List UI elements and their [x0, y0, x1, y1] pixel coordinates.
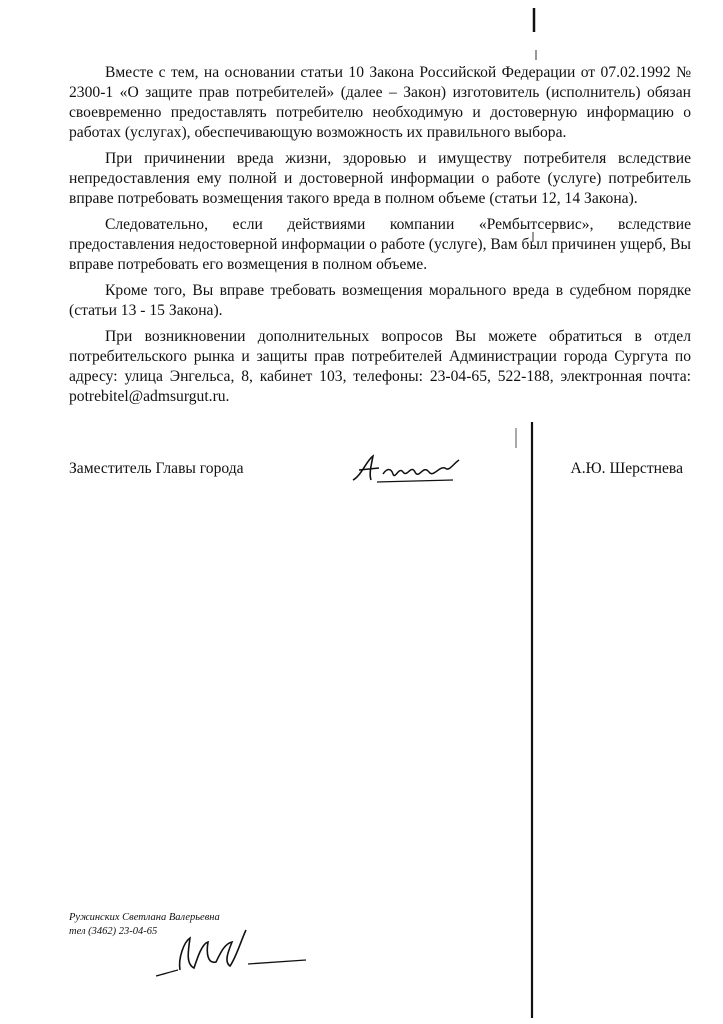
paragraph-5: При возникновении дополнительных вопросов Вы можете обратиться в отдел потребительского рынка и защиты прав потребителей Администрации города Сургута по адресу: улица Энгельса, 8, кабинет 103, телефоны: 23-04-65, 522-188, электронная почта: potrebitel@admsurgut.ru. — [69, 328, 691, 405]
letter-body — [69, 63, 691, 413]
signatory-name: А.Ю. Шерстнева — [570, 460, 683, 477]
executor-signature — [150, 918, 310, 988]
executor-name: Ружинских Светлана Валерьевна — [69, 912, 220, 923]
paragraph-2: При причинении вреда жизни, здоровью и имуществу потребителя вследствие непредоставления ему полной и достоверной информации о работе (услуге) потребитель вправе потребовать возмещения такого вреда в полном объеме (статьи 12, 14 Закона). — [69, 150, 691, 207]
signature-block — [69, 456, 691, 496]
executor-phone: тел (3462) 23-04-65 — [69, 926, 158, 937]
signatory-position: Заместитель Главы города — [69, 460, 244, 477]
handwritten-signature — [349, 450, 469, 490]
paragraph-4: Кроме того, Вы вправе требовать возмещения морального вреда в судебном порядке (статьи 13 - 15 Закона). — [69, 282, 691, 319]
paragraph-1: Вместе с тем, на основании статьи 10 Закона Российской Федерации от 07.02.1992 № 2300-1 «О защите прав потребителей» (далее – Закон) изготовитель (исполнитель) обязан своевременно предоставлять потребителю необходимую и достоверную информацию о работах (услугах), обеспечивающую возможность их правильного выбора. — [69, 64, 691, 141]
paragraph-3: Следовательно, если действиями компании «Рембытсервис», вследствие предоставления недостоверной информации о работе (услуге), Вам был причинен ущерб, Вы вправе потребовать его возмещения в полном объеме. — [69, 216, 691, 273]
